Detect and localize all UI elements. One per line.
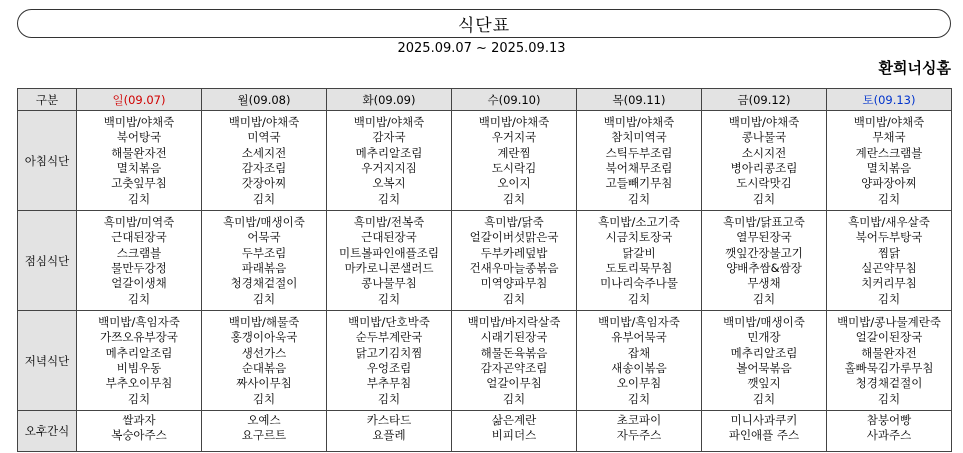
dish-item: 메추리알조림 [730,345,798,360]
dish-item: 도시락김 [491,161,537,175]
menu-cell [827,211,952,311]
day-header-friday: 금(09.12) [702,89,827,111]
dish-item: 홀빠묵김가루무침 [844,361,934,375]
dish-list [577,214,701,307]
dish-item: 미니사과쿠키 [730,413,798,427]
dish-item: 우거지지짐 [361,161,417,175]
dish-list [327,314,451,407]
dish-item: 도시락맛김 [736,176,792,191]
menu-cell [77,211,202,311]
dish-item: 자두주스 [616,428,662,443]
dish-item: 고들빼기무침 [605,176,673,191]
dish-item: 닭고기김치찜 [355,345,423,360]
menu-cell [702,211,827,311]
dish-item: 두부조림 [241,245,287,260]
dish-list [702,314,826,407]
menu-cell [577,111,702,211]
menu-cell [77,411,202,452]
dish-item: 시금치토장국 [605,230,673,245]
dish-list [827,114,951,207]
dish-item: 소세지전 [241,145,287,160]
dish-list [702,114,826,207]
dish-list [577,114,701,207]
dish-item: 요플레 [372,428,406,443]
dish-list [327,114,451,207]
dish-item: 김치 [752,291,776,306]
dish-item: 오이지 [497,176,531,191]
page-title: 식단표 [457,16,511,36]
dish-item: 삶은계란 [491,413,537,427]
dish-list [452,314,576,407]
dish-item: 김치 [127,391,151,406]
meal-row [18,311,952,411]
menu-cell [827,311,952,411]
dish-item: 파인애플 주스 [728,428,800,443]
menu-cell [202,111,327,211]
dish-item: 두부카레덮밥 [480,245,548,260]
dish-list [702,214,826,307]
dish-item: 복숭아주스 [111,428,167,443]
dish-item: 찜닭 [877,245,901,260]
menu-cell [702,311,827,411]
dish-item: 김치 [252,191,276,206]
dish-list [202,411,326,444]
dish-list [577,314,701,407]
dish-item: 백미밥/야채죽 [728,114,800,129]
menu-cell [702,111,827,211]
dish-item: 김치 [252,391,276,406]
dish-item: 콩나물국 [741,130,787,145]
dish-item: 짜사이무침 [236,376,292,391]
dish-item: 쌀과자 [122,413,156,427]
menu-cell [702,411,827,452]
dish-item: 요구르트 [241,428,287,443]
dish-item: 김치 [627,291,651,306]
dish-item: 감자조림 [241,161,287,175]
dish-item: 백미밥/콩나물계란죽 [837,314,941,329]
dish-item: 멸치볶음 [866,161,912,175]
row-label: 점심식단 [18,211,77,311]
dish-item: 무생채 [747,276,781,291]
dish-item: 갓장아찌 [241,176,287,191]
menu-cell [202,311,327,411]
dish-item: 김치 [127,291,151,306]
dish-item: 북어채무조림 [605,161,673,175]
dish-item: 우엉조림 [366,361,412,375]
dish-item: 오예스 [247,413,281,427]
dish-item: 김치 [377,391,401,406]
dish-item: 얼갈이무침 [486,376,542,391]
menu-cell [452,311,577,411]
day-header-monday: 월(09.08) [202,89,327,111]
dish-list [327,214,451,307]
dish-item: 김치 [877,291,901,306]
dish-item: 카스타드 [366,413,412,427]
row-label: 아침식단 [18,111,77,211]
menu-cell [202,411,327,452]
dish-item: 시래기된장국 [480,330,548,345]
snack-row [18,411,952,452]
dish-item: 백미밥/흑임자죽 [98,314,180,329]
header-corner: 구분 [18,89,77,111]
dish-item: 백미밥/단호박죽 [348,314,430,329]
dish-item: 소시지전 [741,145,787,160]
dish-item: 치커리무침 [861,276,917,291]
dish-item: 비빔우동 [116,361,162,375]
dish-item: 흑미밥/매생이죽 [223,214,305,229]
dish-item: 흑미밥/닭표고죽 [723,214,805,229]
dish-item: 흑미밥/소고기죽 [598,214,680,229]
dish-item: 백미밥/바지락살죽 [467,314,561,329]
dish-item: 감자곤약조림 [480,361,548,375]
title-banner [17,9,951,38]
dish-item: 백미밥/야채죽 [603,114,675,129]
dish-item: 김치 [377,291,401,306]
header-row [18,89,952,111]
day-header-saturday: 토(09.13) [827,89,952,111]
dish-item: 유부어묵국 [611,330,667,345]
menu-cell [327,411,452,452]
dish-item: 해물완자전 [861,345,917,360]
dish-item: 어묵국 [247,230,281,245]
dish-item: 잡채 [627,345,651,360]
dish-item: 청경채겉절이 [855,376,923,391]
dish-item: 콩나물무침 [361,276,417,291]
dish-item: 멸치볶음 [116,161,162,175]
dish-item: 비피더스 [491,428,537,443]
dish-list [77,411,201,444]
dish-item: 순두부계란국 [355,330,423,345]
dish-item: 근대된장국 [111,230,167,245]
dish-item: 오복지 [372,176,406,191]
dish-item: 고춧잎무침 [111,176,167,191]
dish-item: 김치 [377,191,401,206]
dish-item: 순대볶음 [241,361,287,375]
dish-item: 메추리알조림 [355,145,423,160]
dish-item: 백미밥/흑임자죽 [598,314,680,329]
dish-item: 해물완자전 [111,145,167,160]
dish-list [77,114,201,207]
dish-item: 흑미밥/새우살죽 [848,214,930,229]
org-name: 환희너싱홈 [878,59,951,77]
meal-row [18,111,952,211]
dish-item: 김치 [877,391,901,406]
dish-item: 백미밥/매생이죽 [723,314,805,329]
menu-cell [827,411,952,452]
dish-item: 부추오이무침 [105,376,173,391]
menu-table [17,88,952,452]
dish-list [827,411,951,444]
menu-cell [577,411,702,452]
dish-item: 실곤약무침 [861,261,917,275]
dish-item: 백미밥/해물죽 [228,314,300,329]
dish-item: 볼어묵볶음 [736,361,792,375]
menu-cell [202,211,327,311]
dish-list [452,214,576,307]
dish-item: 가쯔오유부장국 [100,330,178,345]
dish-item: 김치 [252,291,276,306]
dish-item: 무채국 [872,130,906,145]
menu-cell [77,311,202,411]
dish-item: 김치 [502,191,526,206]
dish-item: 근대된장국 [361,230,417,245]
dish-item: 마카로니콘샐러드 [344,261,434,275]
dish-item: 양파장아찌 [861,176,917,191]
menu-cell [327,311,452,411]
dish-item: 김치 [752,191,776,206]
dish-item: 깻잎지 [747,376,781,391]
menu-cell [77,111,202,211]
day-header-wednesday: 수(09.10) [452,89,577,111]
dish-list [577,411,701,444]
dish-item: 새송이볶음 [611,361,667,375]
dish-item: 깻잎간장불고기 [725,245,803,260]
dish-item: 얼갈이버섯맑은국 [469,230,559,245]
dish-item: 계란찜 [497,145,531,160]
dish-item: 물만두강정 [111,261,167,275]
dish-item: 참치미역국 [611,130,667,145]
dish-item: 사과주스 [866,428,912,443]
dish-item: 김치 [502,291,526,306]
dish-list [202,114,326,207]
dish-item: 북어탕국 [116,130,162,145]
menu-cell [327,211,452,311]
dish-item: 미역국 [247,130,281,145]
dish-item: 스틱두부조림 [605,145,673,160]
day-header-sunday: 일(09.07) [77,89,202,111]
menu-cell [577,211,702,311]
dish-list [202,314,326,407]
dish-item: 열무된장국 [736,230,792,245]
dish-list [452,411,576,444]
dish-item: 흑미밥/전복죽 [353,214,425,229]
dish-list [202,214,326,307]
dish-item: 미트볼파인애플조림 [339,245,439,260]
dish-item: 부추무침 [366,376,412,391]
day-header-thursday: 목(09.11) [577,89,702,111]
dish-item: 백미밥/야채죽 [228,114,300,129]
dish-item: 감자국 [372,130,406,145]
dish-item: 백미밥/야채죽 [103,114,175,129]
dish-item: 메추리알조림 [105,345,173,360]
dish-item: 청경채겉절이 [230,276,298,291]
dish-item: 참붕어빵 [866,413,912,427]
dish-item: 닭갈비 [622,245,656,260]
dish-item: 김치 [877,191,901,206]
menu-cell [452,211,577,311]
menu-cell [327,111,452,211]
dish-item: 김치 [127,191,151,206]
dish-item: 초코파이 [616,413,662,427]
dish-item: 김치 [502,391,526,406]
dish-list [452,114,576,207]
dish-list [77,214,201,307]
dish-item: 김치 [752,391,776,406]
dish-item: 미역양파무침 [480,276,548,291]
dish-item: 얼갈이생채 [111,276,167,291]
dish-item: 계란스크램블 [855,145,923,160]
dish-item: 얼갈이된장국 [855,330,923,345]
dish-item: 백미밥/야채죽 [853,114,925,129]
dish-item: 흑미밥/닭죽 [484,214,544,229]
row-label: 저녁식단 [18,311,77,411]
dish-list [827,214,951,307]
dish-item: 스크램블 [116,245,162,260]
dish-list [702,411,826,444]
dish-item: 민개장 [747,330,781,345]
dish-item: 양배추쌈&쌈장 [726,261,802,275]
dish-list [77,314,201,407]
dish-item: 우거지국 [491,130,537,145]
date-range: 2025.09.07 ~ 2025.09.13 [397,41,566,56]
dish-item: 백미밥/야채죽 [353,114,425,129]
dish-item: 김치 [627,191,651,206]
menu-cell [827,111,952,211]
dish-item: 북어두부탕국 [855,230,923,245]
dish-item: 병아리콩조림 [730,161,798,175]
dish-item: 미나리숙주나물 [600,276,678,291]
dish-list [327,411,451,444]
dish-item: 생선가스 [241,345,287,360]
dish-item: 김치 [627,391,651,406]
dish-item: 백미밥/야채죽 [478,114,550,129]
dish-item: 도토리묵무침 [605,261,673,275]
dish-item: 건새우마늘종볶음 [469,261,559,275]
day-header-tuesday: 화(09.09) [327,89,452,111]
dish-item: 오이무침 [616,376,662,391]
dish-item: 해물돈육볶음 [480,345,548,360]
dish-list [827,314,951,407]
menu-cell [452,111,577,211]
meal-row [18,211,952,311]
dish-item: 흑미밥/미역죽 [103,214,175,229]
dish-item: 파래볶음 [241,261,287,275]
dish-item: 홍갱이아욱국 [230,330,298,345]
row-label: 오후간식 [18,411,77,452]
menu-cell [452,411,577,452]
menu-cell [577,311,702,411]
